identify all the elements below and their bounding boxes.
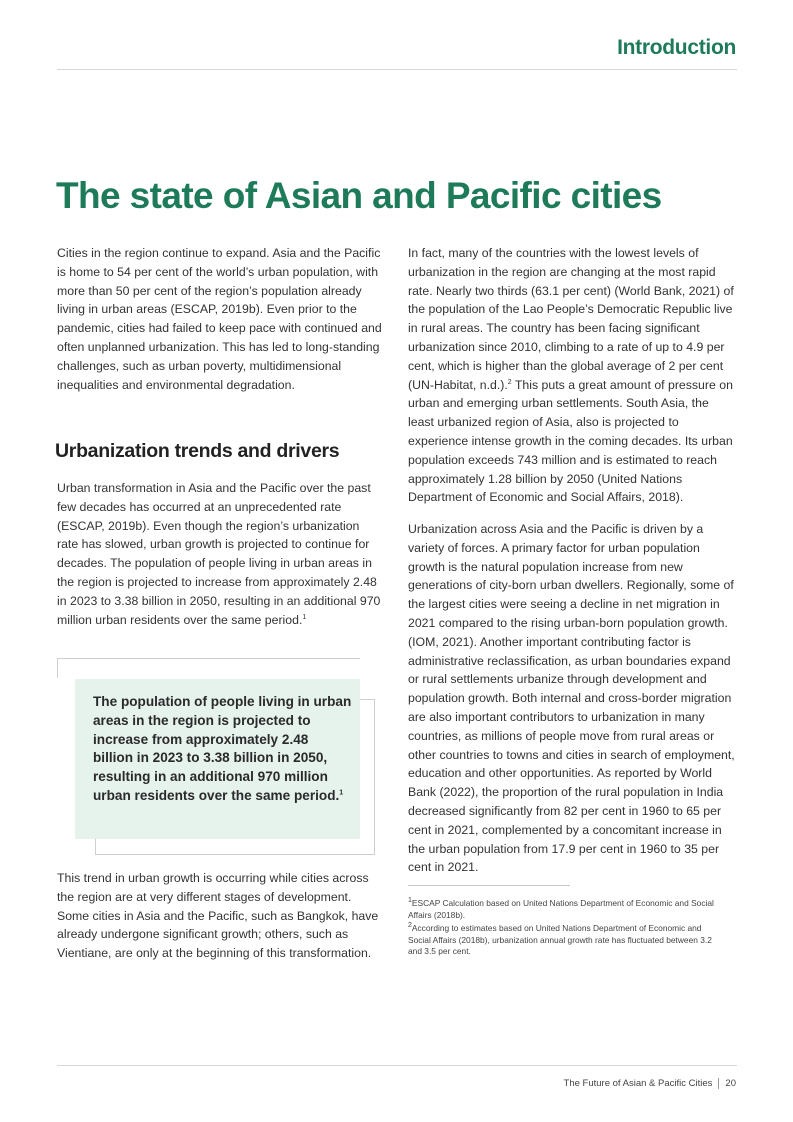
lao-paragraph-text-b: This puts a great amount of pressure on urban and emerging urban settlements. South Asia, the least urbanized region of Asia, also is projected to experience intense growth in the coming decades. Its urban population exceeds 743 million and is estimated to reach approximately 1.28 billion by 2050 (United Nations Department of Economic and Social Affairs, 2018). — [408, 377, 733, 505]
footnote-text: According to estimates based on United Nations Department of Economic and Social Affairs (2018b), urbanization annual growth rate has fluctuated between 3.2 and 3.5 per cent. — [408, 923, 712, 956]
trends-paragraph — [57, 479, 383, 629]
footnote-divider — [408, 885, 570, 886]
lao-paragraph-text-a: In fact, many of the countries with the lowest levels of urbanization in the region are changing at the most rapid rate. Nearly two thirds (63.1 per cent) (World Bank, 2021) of the population of the Lao People’s Democratic Republic live in rural areas. The country has been facing significant urbanization since 2010, climbing to a rate of up to 4.9 per cent, which is higher than the global average of 2 per cent (UN-Habitat, n.d.). — [408, 246, 734, 392]
footnote-text: ESCAP Calculation based on United Nations Department of Economic and Social Affairs (2018b). — [408, 898, 714, 920]
page-title: The state of Asian and Pacific cities — [56, 175, 662, 216]
trends-paragraph-text: Urban transformation in Asia and the Pacific over the past few decades has occurred at an unprecedented rate (ESCAP, 2019b). Even though the region’s urbanization rate has slowed, urban growth is projected to continue for decades. The population of people living in urban areas in the region is projected to increase from approximately 2.48 in 2023 to 3.38 billion in 2050, resulting in an additional 970 million urban residents over the same period. — [57, 481, 381, 627]
footnote-number: 2 — [408, 922, 412, 930]
pullquote-body: The population of people living in urban areas in the region is projected to increase from approximately 2.48 billion in 2023 to 3.38 billion in 2050, resulting in an additional 970 million urban residents over the same period. — [93, 694, 352, 803]
pullquote-frame-line — [57, 658, 360, 659]
page-number: 20 — [725, 1078, 736, 1090]
footnote — [408, 923, 723, 958]
header-divider — [57, 69, 737, 70]
lao-paragraph — [408, 244, 738, 507]
intro-paragraph: Cities in the region continue to expand. Asia and the Pacific is home to 54 per cent of the world’s urban population, with more than 50 per cent of the region’s population already living in urban areas (ESCAP, 2019b). Even prior to the pandemic, cities had failed to keep pace with continued and often unplanned urbanization. This has led to long-standing challenges, such as urban poverty, multidimensional inequalities and environmental degradation. — [57, 246, 382, 392]
publication-title: The Future of Asian & Pacific Cities — [563, 1078, 713, 1090]
footnote-ref[interactable]: 1 — [302, 613, 307, 621]
page-footer — [564, 1078, 736, 1089]
section-subheading: Urbanization trends and drivers — [55, 440, 340, 462]
section-label: Introduction — [617, 36, 736, 59]
pullquote-frame-line — [57, 658, 58, 678]
development-paragraph: This trend in urban growth is occurring while cities across the region are at very different stages of development. Some cities in Asia and the Pacific, such as Bangkok, have already undergone significant growth; others, such as Vientiane, are only at the beginning of this transformation. — [57, 871, 379, 961]
drivers-paragraph: Urbanization across Asia and the Pacific is driven by a variety of forces. A primary factor for urban population growth is the natural population increase from new generations of city-born urban dwellers. Regionally, some of the largest cities were seeing a decline in net migration in 2021 compared to the rising urban-born population growth. (IOM, 2021). Another important contributing factor is administrative reclassification, as urban boundaries expand or rural settlements urbanize through development and population growth. Both internal and cross-border migration are also important contributors to urbanization in many countries, as millions of people move from rural areas or other countries to towns and cities in search of employment, education and other opportunities. As reported by World Bank (2022), the proportion of the rural population in India decreased significantly from 82 per cent in 1960 to 65 per cent in 2021, complemented by a concomitant increase in the urban population from 17.9 per cent in 1960 to 35 per cent in 2021. — [408, 522, 735, 875]
pullquote-text — [93, 693, 352, 806]
footnote — [408, 898, 723, 921]
footnote-ref[interactable]: 1 — [339, 789, 344, 797]
footer-divider — [57, 1065, 737, 1066]
footnote-number: 1 — [408, 897, 412, 905]
pullquote-box — [75, 679, 360, 839]
footer-separator — [718, 1078, 719, 1089]
footnotes — [408, 898, 723, 960]
footnote-ref[interactable]: 2 — [507, 378, 512, 386]
